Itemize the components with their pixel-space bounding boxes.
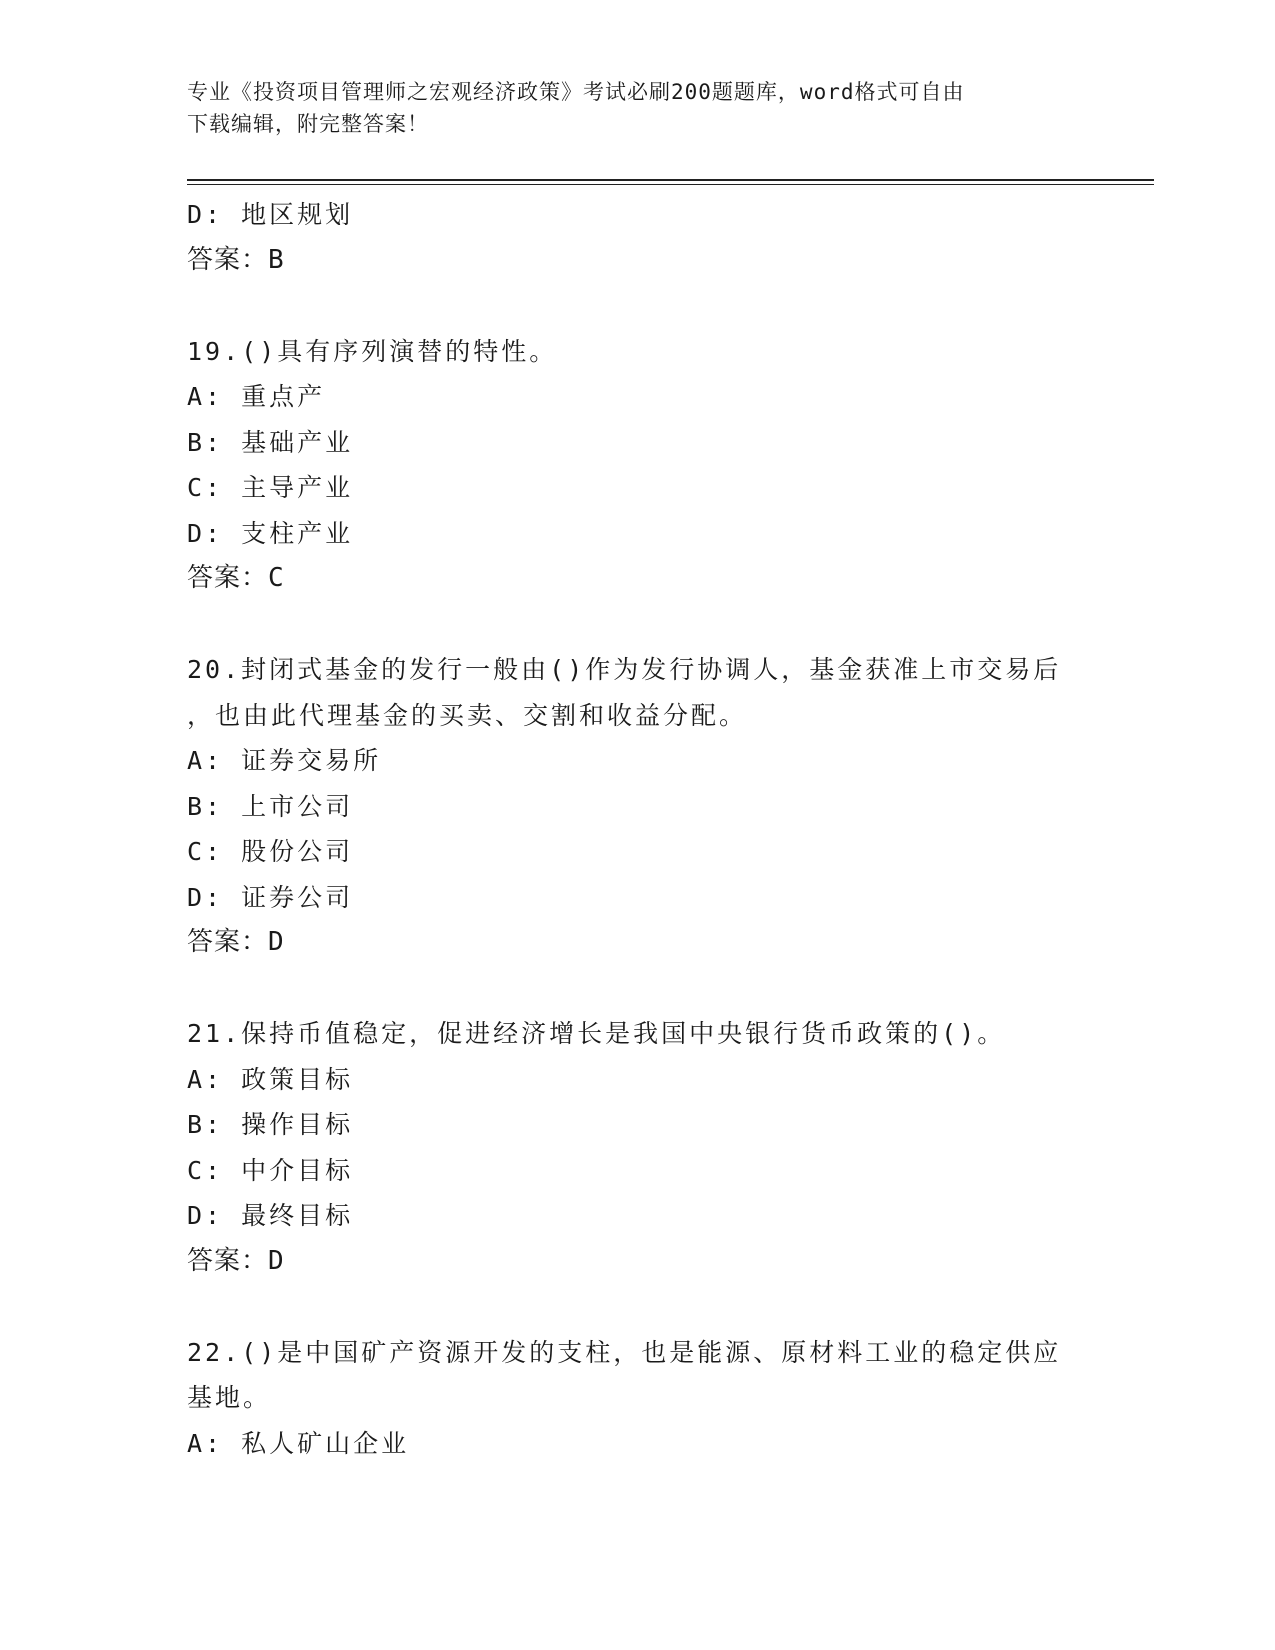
- option-a: A: 重点产: [187, 382, 326, 411]
- option-d: D: 支柱产业: [187, 518, 354, 548]
- header-line-2: 下载编辑，附完整答案！: [187, 112, 429, 136]
- answer-line: 答案：B: [187, 244, 285, 275]
- answer-line: 答案：C: [187, 563, 285, 593]
- option-d: D: 证券公司: [187, 882, 354, 912]
- header-divider-thick: [187, 179, 1154, 181]
- question-text-line-1: 20.封闭式基金的发行一般由()作为发行协调人，基金获准上市交易后: [187, 655, 1062, 684]
- option-d: D: 最终目标: [187, 1201, 354, 1230]
- option-a: A: 政策目标: [187, 1064, 354, 1094]
- header-divider-thin: [187, 184, 1154, 185]
- question-list: [187, 192, 1087, 1466]
- question-text: 21.保持币值稳定，促进经济增长是我国中央银行货币政策的()。: [187, 1019, 1006, 1048]
- answer-line: 答案：D: [187, 1245, 285, 1276]
- question-text-line-2: 基地。: [187, 1383, 272, 1412]
- spacer: [187, 602, 1087, 648]
- spacer: [187, 1284, 1087, 1330]
- option-c: C: 中介目标: [187, 1155, 354, 1185]
- header-line-1: 专业《投资项目管理师之宏观经济政策》考试必刷200题题库，word格式可自由: [187, 80, 965, 104]
- option-b: B: 操作目标: [187, 1110, 354, 1139]
- question-block-21: [187, 1011, 1087, 1284]
- question-text-line-1: 22.()是中国矿产资源开发的支柱，也是能源、原材料工业的稳定供应: [187, 1337, 1062, 1367]
- option-b: B: 基础产业: [187, 427, 354, 457]
- question-block-20: [187, 647, 1087, 966]
- question-block-22: [187, 1330, 1087, 1467]
- option-a: A: 私人矿山企业: [187, 1428, 410, 1458]
- answer-line: 答案：D: [187, 927, 285, 957]
- question-block-19: [187, 329, 1087, 602]
- option-a: A: 证券交易所: [187, 746, 382, 775]
- question-block-18: [187, 192, 1087, 283]
- question-text: 19.()具有序列演替的特性。: [187, 336, 558, 366]
- spacer: [187, 283, 1087, 329]
- spacer: [187, 966, 1087, 1012]
- option-c: C: 主导产业: [187, 473, 354, 502]
- option-c: C: 股份公司: [187, 837, 354, 866]
- option-d: D: 地区规划: [187, 200, 354, 229]
- document-header: [187, 76, 1087, 140]
- question-text-line-2: ，也由此代理基金的买卖、交割和收益分配。: [187, 700, 748, 730]
- option-b: B: 上市公司: [187, 791, 354, 821]
